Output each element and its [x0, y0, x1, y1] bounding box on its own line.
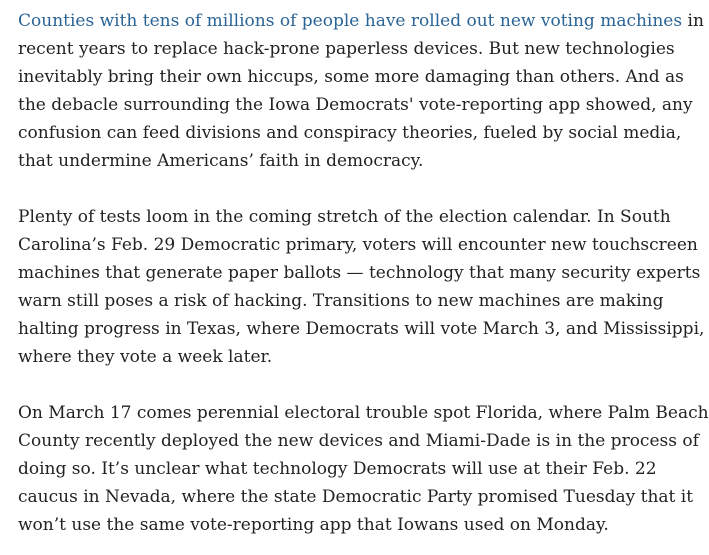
- paragraph-line: warn still poses a risk of hacking. Transitions to new machines are making: [18, 291, 664, 311]
- paragraph-2: [18, 203, 705, 371]
- paragraph-line: caucus in Nevada, where the state Democratic Party promised Tuesday that it: [18, 487, 694, 507]
- paragraph-line: [18, 7, 704, 35]
- paragraph-line: inevitably bring their own hiccups, some more damaging than others. And as: [18, 67, 684, 87]
- paragraph-line: won’t use the same vote-reporting app that Iowans used on Monday.: [18, 515, 609, 535]
- paragraph-1: [18, 7, 704, 175]
- paragraph-3: [18, 399, 709, 539]
- paragraph-line: machines that generate paper ballots — technology that many security experts: [18, 263, 701, 283]
- paragraph-line: the debacle surrounding the Iowa Democrats' vote-reporting app showed, any: [18, 95, 693, 115]
- paragraph-line: that undermine Americans’ faith in democracy.: [18, 151, 424, 171]
- voting-machines-link[interactable]: Counties with tens of millions of people have rolled out new voting machines: [18, 11, 683, 31]
- paragraph-line: recent years to replace hack-prone paperless devices. But new technologies: [18, 39, 675, 59]
- paragraph-line: halting progress in Texas, where Democrats will vote March 3, and Mississippi,: [18, 319, 705, 339]
- paragraph-line: doing so. It’s unclear what technology Democrats will use at their Feb. 22: [18, 459, 657, 479]
- paragraph-line: where they vote a week later.: [18, 347, 273, 367]
- paragraph-line: Plenty of tests loom in the coming stretch of the election calendar. In South: [18, 207, 671, 227]
- article-body: [18, 7, 709, 539]
- paragraph-line: On March 17 comes perennial electoral trouble spot Florida, where Palm Beach: [18, 403, 709, 423]
- paragraph-line: County recently deployed the new devices and Miami-Dade is in the process of: [18, 431, 699, 451]
- line-text: in: [682, 11, 704, 31]
- paragraph-line: Carolina’s Feb. 29 Democratic primary, voters will encounter new touchscreen: [18, 235, 698, 255]
- paragraph-line: confusion can feed divisions and conspiracy theories, fueled by social media,: [18, 123, 682, 143]
